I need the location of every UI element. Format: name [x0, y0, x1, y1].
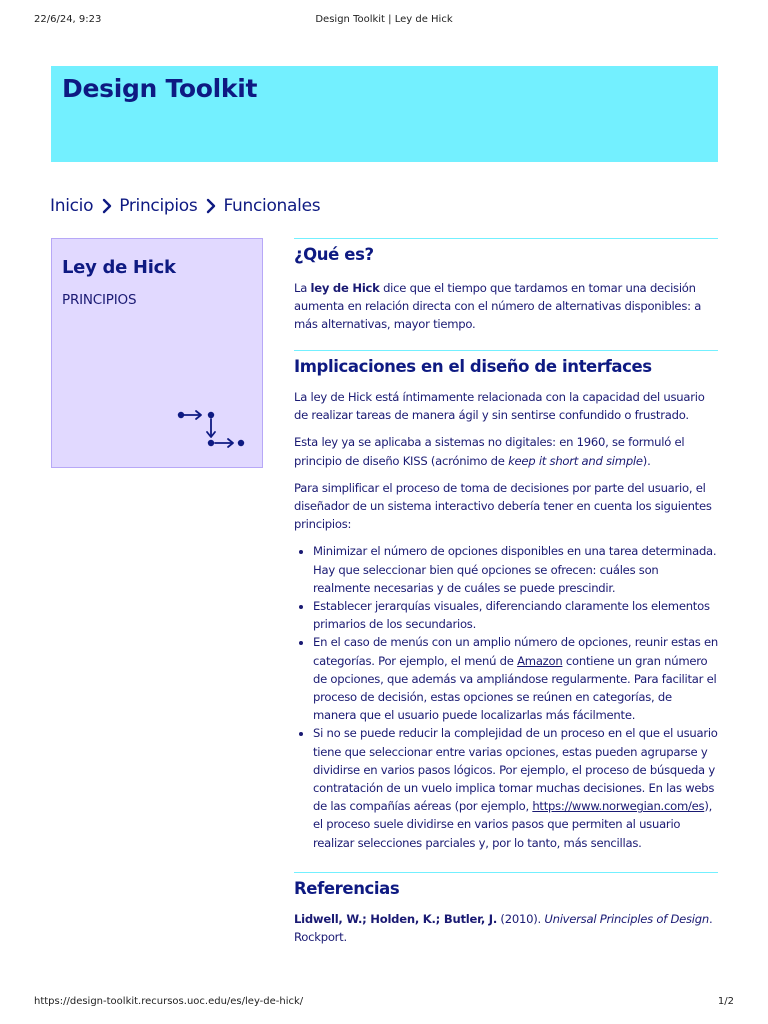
breadcrumb — [50, 194, 320, 218]
main-content — [294, 238, 718, 946]
term-highlight: ley de Hick — [310, 281, 380, 295]
chevron-right-icon — [99, 198, 115, 214]
section-heading: Implicaciones en el diseño de interfaces — [294, 357, 652, 376]
kiss-expansion: keep it short and simple — [508, 453, 643, 468]
section-heading: ¿Qué es? — [294, 245, 374, 264]
paragraph: La ley de Hick está íntimamente relacionada con la capacidad del usuario de realizar tareas de manera ágil y sin sentirse confundido o frustrado. — [294, 390, 705, 423]
reference-book-title: Universal Principles of Design — [544, 912, 709, 926]
list-item: • Establecer jerarquías visuales, diferenciando claramente los elementos primarios de los secundarios. — [313, 597, 718, 633]
site-title[interactable]: Design Toolkit — [62, 74, 258, 103]
section-que-es — [294, 238, 718, 350]
list-item: • En el caso de menús con un amplio número de opciones, reunir estas en categorías. Por ejemplo, el menú de Amazon contiene un gran número de opciones, que además va ampliándose regularmente. Para facilitar el proceso de decisión, estas opciones se reúnen en categorías, de manera que el usuario puede localizarlas más fácilmente. — [313, 633, 718, 724]
reference-authors: Lidwell, W.; Holden, K.; Butler, J. — [294, 912, 497, 926]
hick-law-flow-icon — [176, 407, 248, 451]
breadcrumb-item-inicio[interactable]: Inicio — [50, 196, 94, 216]
principle-card — [51, 238, 263, 468]
list-item: • Minimizar el número de opciones disponibles en una tarea determinada. Hay que seleccionar bien qué opciones se ofrecen: cuáles son realmente necesarias y de cuáles se puede prescindir. — [313, 542, 718, 597]
chevron-right-icon — [203, 198, 219, 214]
reference-entry: Lidwell, W.; Holden, K.; Butler, J. (2010). Universal Principles of Design. Rockport. — [294, 912, 713, 945]
paragraph: Esta ley ya se aplicaba a sistemas no digitales: en 1960, se formuló el principio de diseño KISS (acrónimo de keep it short and simple). — [294, 435, 685, 468]
list-item: • Si no se puede reducir la complejidad de un proceso en el que el usuario tiene que seleccionar entre varias opciones, estas pueden agruparse y dividirse en varios pasos lógicos. Por ejemplo, el proceso de búsqueda y contratación de un vuelo implica tomar muchas decisiones. En las webs de las compañías aéreas (por ejemplo, https://www.norwegian.com/es), el proceso suele dividirse en varios pasos que permiten al usuario realizar selecciones parciales y, por lo tanto, más sencillas. — [313, 724, 718, 851]
paragraph: Para simplificar el proceso de toma de decisiones por parte del usuario, el diseñador de un sistema interactivo debería tener en cuenta los siguientes principios: — [294, 480, 712, 532]
print-page-number: 1/2 — [717, 996, 734, 1007]
card-title: Ley de Hick — [62, 257, 176, 278]
card-category: PRINCIPIOS — [62, 292, 137, 308]
print-page-title: Design Toolkit | Ley de Hick — [315, 14, 453, 25]
paragraph: La ley de Hick dice que el tiempo que tardamos en tomar una decisión aumenta en relación directa con el número de alternativas disponibles: a más alternativas, mayor tiempo. — [294, 281, 702, 332]
print-header — [34, 14, 734, 30]
breadcrumb-item-principios[interactable]: Principios — [119, 196, 198, 216]
site-banner — [51, 66, 718, 162]
norwegian-link[interactable]: https://www.norwegian.com/es — [532, 799, 705, 814]
print-footer — [34, 996, 734, 1012]
section-implicaciones — [294, 350, 718, 872]
breadcrumb-item-funcionales[interactable]: Funcionales — [223, 196, 321, 216]
amazon-link[interactable]: Amazon — [517, 653, 563, 668]
section-referencias — [294, 872, 718, 946]
principles-list — [294, 542, 718, 851]
print-url: https://design-toolkit.recursos.uoc.edu/es/ley-de-hick/ — [34, 996, 304, 1007]
print-date: 22/6/24, 9:23 — [34, 14, 102, 25]
section-heading: Referencias — [294, 879, 400, 898]
